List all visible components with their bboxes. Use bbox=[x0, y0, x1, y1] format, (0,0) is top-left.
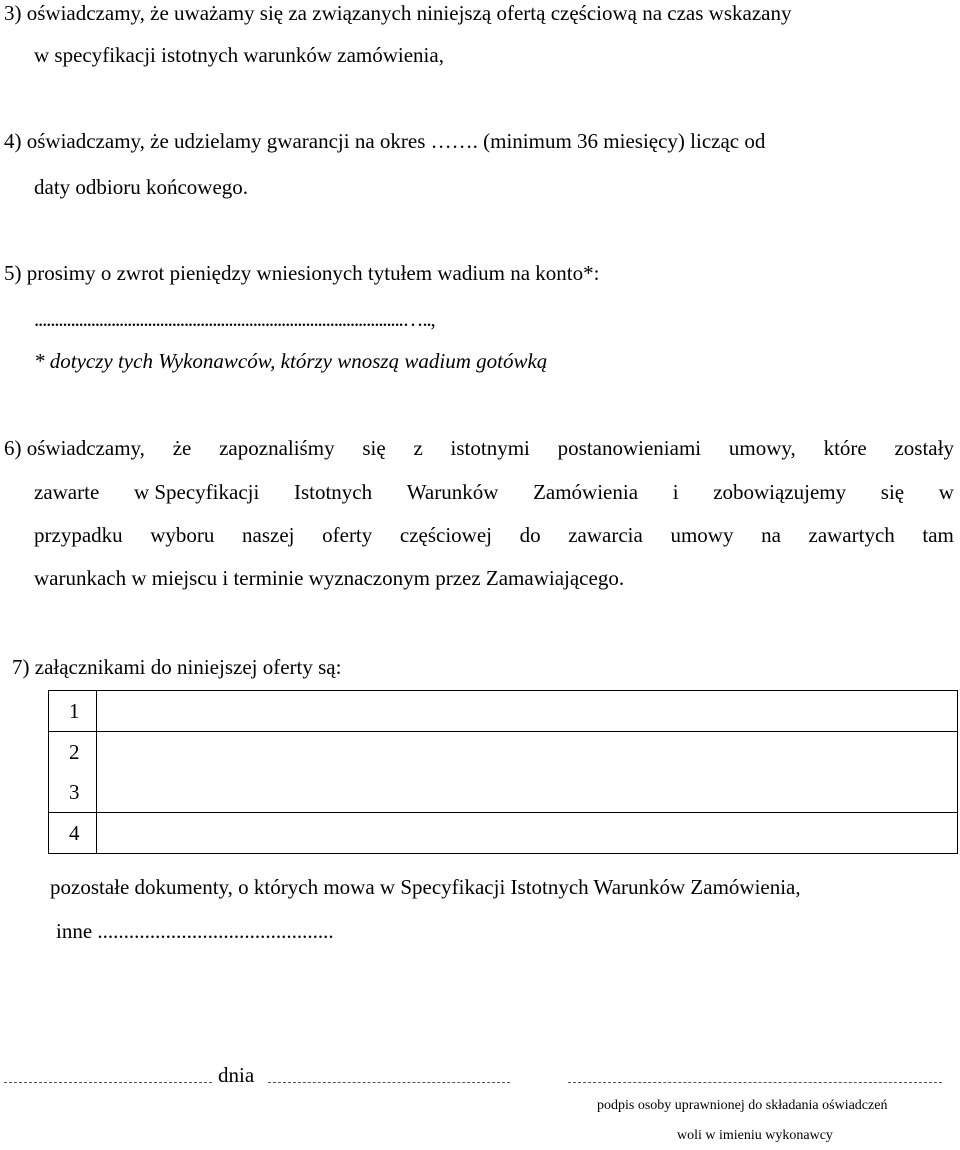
word: wyboru bbox=[150, 523, 215, 547]
word: w bbox=[938, 480, 954, 504]
attachment-row bbox=[49, 772, 958, 813]
word: do bbox=[519, 523, 541, 547]
word: istotnymi bbox=[450, 436, 530, 460]
attachments-table bbox=[48, 690, 958, 854]
attachment-field[interactable] bbox=[97, 772, 958, 813]
attachment-row bbox=[49, 813, 958, 854]
other-line: inne ............................................. bbox=[56, 919, 334, 943]
word: i bbox=[672, 480, 679, 504]
wadium-note: * dotyczy tych Wykonawców, którzy wnoszą wadium gotówką bbox=[34, 349, 548, 373]
word: Istotnych bbox=[293, 480, 373, 504]
word: że bbox=[172, 436, 192, 460]
attachment-field[interactable] bbox=[97, 813, 958, 854]
section-6-line-2 bbox=[34, 479, 954, 505]
attachment-row bbox=[49, 691, 958, 732]
word: zawartych bbox=[808, 523, 895, 547]
section-3-line-1: 3) oświadczamy, że uważamy się za związanych niniejszą ofertą częściową na czas wskazany bbox=[4, 1, 792, 25]
signature-dotted-line bbox=[568, 1082, 942, 1083]
word: Zamówienia bbox=[533, 480, 639, 504]
word: częściowej bbox=[399, 523, 493, 547]
word: na bbox=[761, 523, 781, 547]
section-4-line-2: daty odbioru końcowego. bbox=[34, 175, 249, 199]
word: naszej bbox=[242, 523, 295, 547]
section-3-line-2: w specyfikacji istotnych warunków zamówienia, bbox=[34, 43, 444, 67]
word: przypadku bbox=[34, 523, 123, 547]
word: zawarte bbox=[34, 480, 100, 504]
word: zobowiązujemy bbox=[713, 480, 847, 504]
section-6-line-1 bbox=[4, 435, 954, 461]
word: z bbox=[413, 436, 423, 460]
account-dots: ...........................................................................................….., bbox=[34, 307, 435, 331]
word: postanowieniami bbox=[557, 436, 702, 460]
dnia-label: dnia bbox=[218, 1063, 255, 1087]
signature-caption-1: podpis osoby uprawnionej do składania oświadczeń bbox=[597, 1098, 888, 1113]
section-5-line-1: 5) prosimy o zwrot pieniędzy wniesionych tytułem wadium na konto*: bbox=[4, 261, 600, 285]
word: oferty bbox=[322, 523, 373, 547]
attachment-row bbox=[49, 732, 958, 773]
section-7-heading: 7) załącznikami do niniejszej oferty są: bbox=[12, 655, 342, 679]
attachment-number: 1 bbox=[49, 691, 97, 732]
word: w Specyfikacji bbox=[133, 480, 260, 504]
word: umowy, bbox=[728, 436, 796, 460]
signature-caption-2: woli w imieniu wykonawcy bbox=[677, 1128, 833, 1143]
section-4-line-1: 4) oświadczamy, że udzielamy gwarancji na okres ……. (minimum 36 miesięcy) licząc od bbox=[4, 129, 766, 153]
attachment-number: 4 bbox=[49, 813, 97, 854]
word: zawarcia bbox=[568, 523, 643, 547]
word: zapoznaliśmy bbox=[219, 436, 335, 460]
place-dotted-line bbox=[4, 1082, 212, 1083]
word: się bbox=[362, 436, 386, 460]
word: tam bbox=[922, 523, 954, 547]
section-6-line-4: warunkach w miejscu i terminie wyznaczonym przez Zamawiającego. bbox=[34, 566, 625, 590]
word: zostały bbox=[894, 436, 954, 460]
word: które bbox=[823, 436, 867, 460]
word: umowy bbox=[670, 523, 734, 547]
other-documents: pozostałe dokumenty, o których mowa w Specyfikacji Istotnych Warunków Zamówienia, bbox=[50, 875, 801, 899]
attachment-field[interactable] bbox=[97, 691, 958, 732]
attachment-number: 3 bbox=[49, 772, 97, 813]
attachment-field[interactable] bbox=[97, 732, 958, 773]
date-dotted-line bbox=[268, 1082, 510, 1083]
word: się bbox=[880, 480, 905, 504]
word: Warunków bbox=[406, 480, 499, 504]
word: 6) oświadczamy, bbox=[4, 436, 145, 460]
attachment-number: 2 bbox=[49, 732, 97, 773]
section-6-line-3 bbox=[34, 522, 954, 548]
